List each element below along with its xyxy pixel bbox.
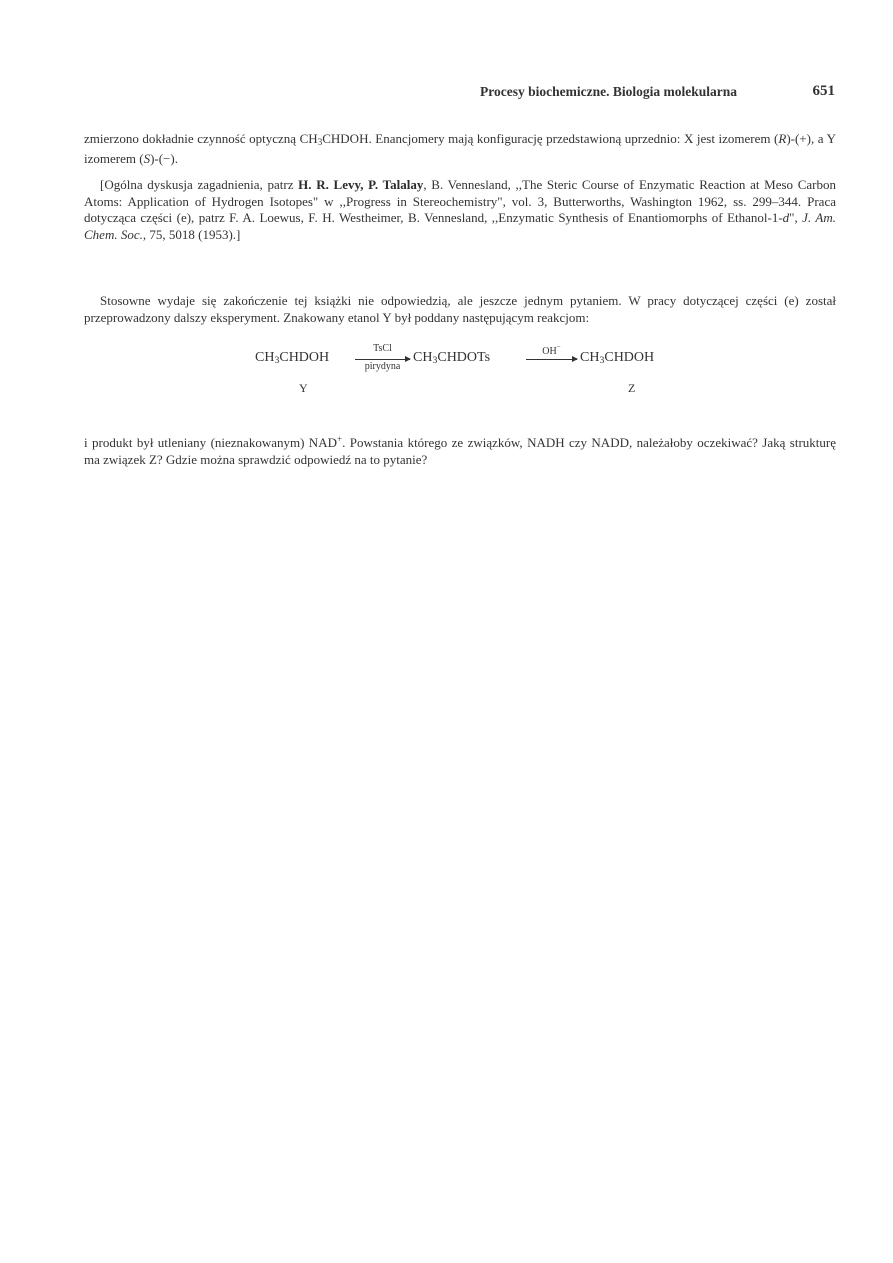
label-z: Z: [628, 381, 636, 395]
compound-tosylate-formula: [413, 350, 490, 366]
paragraph-question-intro: [84, 293, 836, 326]
reaction-arrow-2: [526, 344, 577, 378]
config-s: S: [143, 150, 151, 166]
text-run: )-(+), a Y izomerem (: [84, 131, 836, 166]
text-run: ",: [789, 210, 803, 225]
formula-part: CHDOH: [604, 350, 655, 365]
text-run: , B. Vennesland, ,,The Steric Course of Enzymatic Reaction at Meso Carbon Atoms: Application of Hydrogen Isotopes" w ,,Progress in Stereochemistry", vol. 3, Butterworths, Washington 1962, ss. 299–344. Praca dotycząca części (e), patrz F. A. Loewus, F. H. Westheimer, B. Vennesland, ,,Enzymatic Synthesis of Enantiomorphs of Ethanol-1-: [84, 177, 837, 225]
authors-bold: H. R. Levy, P. Talalay: [298, 177, 424, 192]
compound-z-formula: [580, 350, 654, 366]
text-run: i produkt był utleniany (nieznakowanym) NAD: [84, 435, 337, 450]
text-run: [Ogólna dyskusja zagadnienia, patrz: [100, 177, 299, 192]
paragraph-question: [84, 431, 836, 468]
text-run: )-(−).: [150, 150, 178, 166]
text-run: , 75, 5018 (1953).]: [142, 226, 241, 242]
formula-part: OH: [542, 346, 557, 357]
paragraph-optical-activity: [84, 131, 836, 167]
journal-name: J. Am. Chem. Soc.: [84, 210, 836, 242]
text-run: zmierzono dokładnie czynność optyczną CH: [84, 131, 318, 146]
superscript: +: [336, 434, 343, 444]
compound-y-formula: [255, 350, 329, 366]
paragraph-references: [84, 177, 836, 243]
text-run: CHDOH. Enancjomery mają konfigurację przedstawioną uprzednio: X jest izomerem (: [322, 131, 779, 146]
formula-part: CHDOH: [279, 350, 330, 365]
formula-part: CHDOTs: [437, 350, 491, 365]
subscript: 3: [317, 137, 323, 147]
reagent-pyridine: pirydyna: [364, 361, 401, 372]
text-run: Stosowne wydaje się zakończenie tej książki nie odpowiedzią, ale jeszcze jednym pytaniem. W pracy dotyczącej części (e) został przeprowadzony dalszy eksperyment. Znakowany etanol Y był poddany następującym reakcjom:: [84, 293, 836, 325]
reagent-hydroxide: [526, 343, 577, 357]
running-header: [480, 84, 835, 106]
arrow-line: [355, 359, 410, 360]
reagent-tscl: TsCl: [373, 343, 392, 354]
subscript: 3: [599, 355, 605, 366]
reaction-arrow-1: [355, 344, 410, 378]
subscript: 3: [432, 355, 438, 366]
config-r: R: [778, 131, 787, 146]
formula-part: CH: [255, 350, 275, 365]
text-italic: d: [782, 210, 790, 225]
formula-part: CH: [413, 350, 433, 365]
running-title: Procesy biochemiczne. Biologia molekularna: [480, 84, 737, 99]
reaction-scheme: [255, 340, 725, 420]
text-run: . Powstania którego ze związków, NADH czy NADD, należałoby oczekiwać? Jaką strukturę ma związek Z? Gdzie można sprawdzić odpowiedź na to pytanie?: [84, 435, 836, 467]
superscript: −: [556, 343, 561, 351]
page-number: 651: [812, 83, 835, 99]
label-y: Y: [299, 381, 308, 395]
arrow-line: [526, 359, 577, 360]
formula-part: CH: [580, 350, 600, 365]
subscript: 3: [274, 355, 280, 366]
